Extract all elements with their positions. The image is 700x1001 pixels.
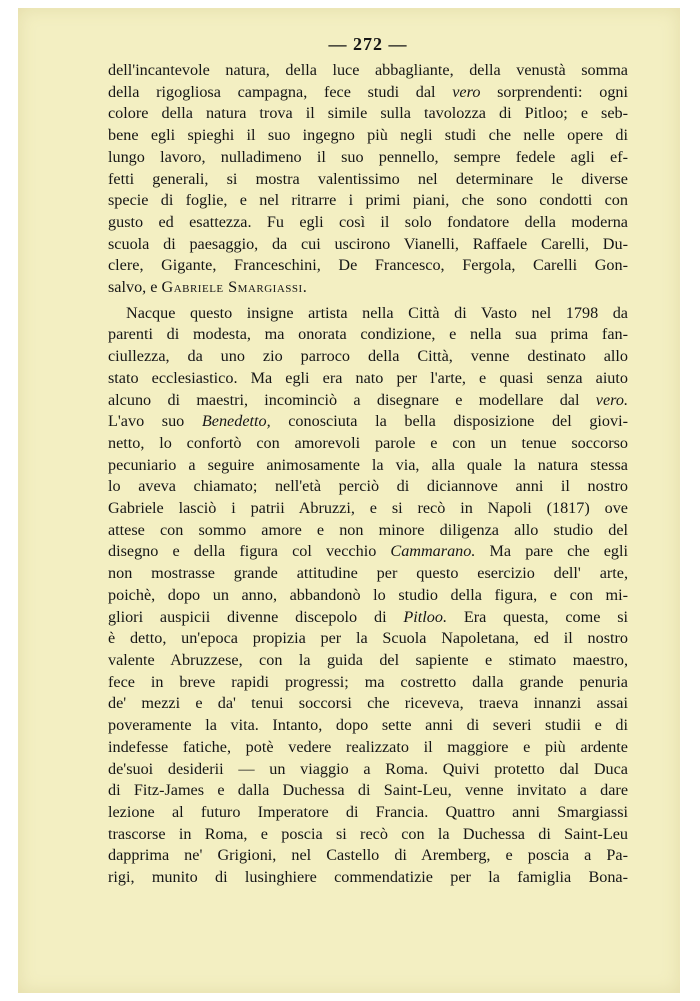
text-segment: della rigogliosa campagna, fece studi dal (108, 82, 436, 101)
text-line (108, 411, 628, 433)
text-segment: Ma pare che egli (489, 542, 629, 561)
text-line: lezione al futuro Imperatore di Francia. Quattro anni Smargiassi (108, 802, 628, 821)
text-line: Nacque questo insigne artista nella Città di Vasto nel 1798 da (126, 303, 628, 322)
text-line: de' mezzi e da' tenui soccorsi che riceveva, traeva innanzi assai (108, 694, 628, 713)
text-line: ciullezza, da uno zio parroco della Città, venne destinato allo (108, 347, 628, 366)
italic-word: vero (452, 82, 481, 101)
text-line: gusto ed esattezza. Fu egli così il solo fondatore della moderna (108, 212, 628, 231)
text-line: colore della natura trova il simile sulla tavolozza di Pitloo; e seb- (108, 104, 628, 123)
text-line: fece in breve rapidi progressi; ma costretto dalla grande penuria (108, 672, 628, 691)
italic-word: vero. (595, 390, 628, 409)
text-line: parenti di modesta, ma onorata condizione, e nella sua prima fan- (108, 325, 628, 344)
text-line: Gabriele lasciò i patrii Abruzzi, e si recò in Napoli (1817) ove (108, 499, 628, 518)
text-segment: L'avo suo (108, 412, 185, 431)
text-segment: salvo, e (108, 278, 158, 297)
text-line: pecuniario a seguire animosamente la via, alla quale la natura stessa (108, 455, 628, 474)
text-line (108, 82, 628, 104)
text-segment: disegno e della figura col vecchio (108, 542, 377, 561)
text-line: attese con sommo amore e non minore diligenza allo studio del (108, 520, 628, 539)
text-line: non mostrasse grande attitudine per questo esercizio dell' arte, (108, 564, 628, 583)
text-segment: alcuno di maestri, incominciò a disegnare e modellare dal (108, 390, 580, 409)
italic-word: Cammarano. (390, 542, 476, 561)
text-line: dapprima ne' Grigioni, nel Castello di Aremberg, e poscia a Pa- (108, 846, 628, 865)
italic-word: Pitloo. (403, 607, 448, 626)
text-line: de'suoi desiderii — un viaggio a Roma. Quivi protetto dal Duca (108, 759, 628, 778)
italic-word: Benedetto, (201, 412, 271, 431)
page-text (108, 8, 628, 889)
text-line: lungo lavoro, nulladimeno il suo pennello, sempre fedele agli ef- (108, 147, 628, 166)
book-page (18, 8, 680, 993)
text-line: indefesse fatiche, potè vedere realizzato il maggiore e più ardente (108, 737, 628, 756)
text-segment: sorprendenti: ogni (497, 82, 629, 101)
text-line: clere, Gigante, Franceschini, De Francesco, Fergola, Carelli Gon- (108, 256, 628, 275)
text-segment: gliori auspicii divenne discepolo di (108, 607, 387, 626)
text-line: specie di foglie, e nel ritrarre i primi piani, che sono condotti con (108, 191, 628, 210)
text-line (108, 390, 628, 412)
paragraph-1 (108, 60, 628, 299)
text-segment: Era questa, come si (463, 607, 629, 626)
text-line: lo aveva chiamato; nell'età perciò di diciannove anni il nostro (108, 477, 628, 496)
text-line (108, 607, 628, 629)
text-line: bene egli spieghi il suo ingegno più negli studi che nelle opere di (108, 126, 628, 145)
text-line: stato ecclesiastico. Ma egli era nato per l'arte, e quasi senza aiuto (108, 368, 628, 387)
text-line: scuola di paesaggio, da cui uscirono Vianelli, Raffaele Carelli, Du- (108, 234, 628, 253)
text-line: rigi, munito di lusinghiere commendatizie per la famiglia Bona- (108, 868, 628, 887)
text-line: netto, lo confortò con amorevoli parole e con un tenue soccorso (108, 433, 628, 452)
text-line: poichè, dopo un anno, abbandonò lo studio della figura, e con mi- (108, 585, 628, 604)
text-line: valente Abruzzese, con la guida del sapiente e stimato maestro, (108, 650, 628, 669)
author-name: Gabriele Smargiassi. (161, 278, 308, 297)
text-line: poveramente la vita. Intanto, dopo sette anni di severi studii e di (108, 716, 628, 735)
text-line: fetti generali, si mostra valentissimo nel determinare le diverse (108, 169, 628, 188)
text-line (108, 277, 628, 299)
text-line: di Fitz-James e dalla Duchessa di Saint-Leu, venne invitato a dare (108, 781, 628, 800)
paragraph-2 (108, 303, 628, 889)
text-segment: conosciuta la bella disposizione del giovi- (288, 412, 628, 431)
text-line: dell'incantevole natura, della luce abbagliante, della venustà somma (108, 61, 628, 79)
page-number: — 272 — (328, 34, 408, 54)
text-line: trascorse in Roma, e poscia si recò con la Duchessa di Saint-Leu (108, 824, 628, 843)
text-line: è detto, un'epoca propizia per la Scuola Napoletana, ed il nostro (108, 629, 628, 648)
text-line (108, 541, 628, 563)
